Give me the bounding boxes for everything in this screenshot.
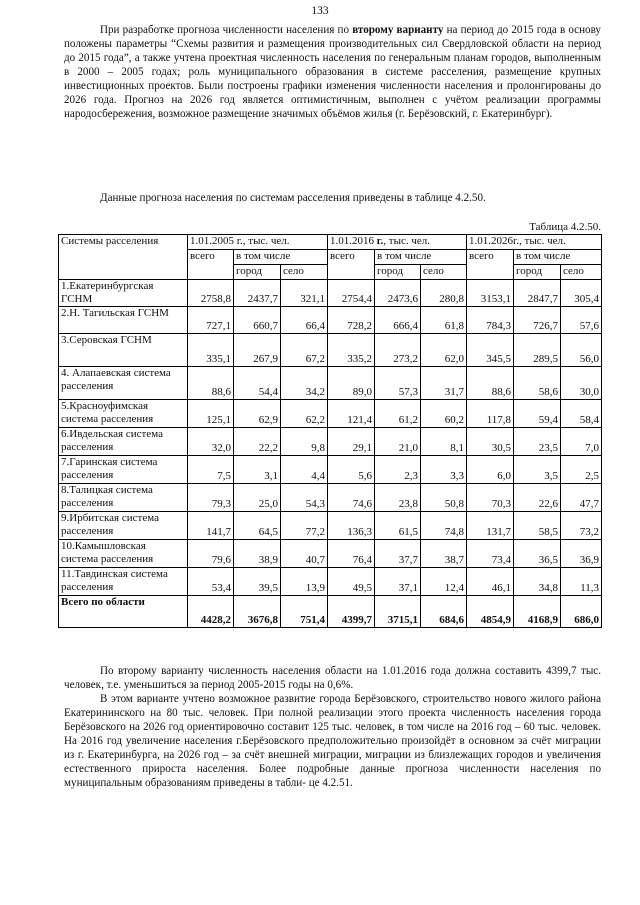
row-value: 37,1 (375, 568, 421, 596)
row-value: 267,9 (234, 334, 281, 367)
row-value: 666,4 (375, 307, 421, 334)
row-value: 12,4 (421, 568, 467, 596)
row-value: 2847,7 (514, 280, 561, 307)
row-value: 335,1 (188, 334, 234, 367)
row-value: 30,0 (561, 367, 602, 400)
row-value: 4428,2 (188, 596, 234, 628)
row-value: 289,5 (514, 334, 561, 367)
row-value: 30,5 (467, 428, 514, 456)
header-total-2005: всего (188, 250, 234, 280)
table-row (59, 540, 602, 568)
row-value: 56,0 (561, 334, 602, 367)
table-row (59, 456, 602, 484)
row-value: 77,2 (281, 512, 328, 540)
intro-paragraph (64, 23, 601, 121)
row-value: 58,5 (514, 512, 561, 540)
table-row (59, 400, 602, 428)
row-value: 40,7 (281, 540, 328, 568)
header-period-2026-unit: г., тыс. чел. (513, 235, 566, 247)
row-value: 8,1 (421, 428, 467, 456)
row-value: 660,7 (234, 307, 281, 334)
intro-table-reference (64, 191, 601, 205)
row-value: 62,0 (421, 334, 467, 367)
row-value: 2437,7 (234, 280, 281, 307)
row-value: 61,2 (375, 400, 421, 428)
row-system-name: 2.Н. Тагильская ГСНМ (59, 307, 188, 334)
header-period-2026 (467, 235, 602, 250)
row-value: 23,8 (375, 484, 421, 512)
row-value: 727,1 (188, 307, 234, 334)
table-row (59, 334, 602, 367)
row-value: 280,8 (421, 280, 467, 307)
header-city-2005: город (234, 265, 281, 280)
row-value: 21,0 (375, 428, 421, 456)
row-value: 784,3 (467, 307, 514, 334)
table-row (59, 367, 602, 400)
row-value: 23,5 (514, 428, 561, 456)
row-value: 67,2 (281, 334, 328, 367)
header-incl-2026: в том числе (514, 250, 602, 265)
row-value: 345,5 (467, 334, 514, 367)
header-village-2026: село (561, 265, 602, 280)
table-row (59, 484, 602, 512)
row-value: 7,0 (561, 428, 602, 456)
row-value: 2473,6 (375, 280, 421, 307)
row-value: 9,8 (281, 428, 328, 456)
row-value: 684,6 (421, 596, 467, 628)
row-value: 131,7 (467, 512, 514, 540)
header-total-2026: всего (467, 250, 514, 280)
row-value: 36,9 (561, 540, 602, 568)
row-value: 6,0 (467, 456, 514, 484)
row-value: 4854,9 (467, 596, 514, 628)
conclusion-paragraph-1 (64, 664, 601, 692)
row-value: 335,2 (328, 334, 375, 367)
row-value: 88,6 (188, 367, 234, 400)
row-value: 58,4 (561, 400, 602, 428)
row-value: 50,8 (421, 484, 467, 512)
row-value: 29,1 (328, 428, 375, 456)
header-period-2005-date: 1.01.2005 г. (190, 235, 243, 247)
row-system-name: 7.Гаринская система расселения (59, 456, 188, 484)
intro-text-start: При разработке прогноза численности населения по (100, 24, 353, 36)
row-value: 321,1 (281, 280, 328, 307)
row-value: 121,4 (328, 400, 375, 428)
page-number: 133 (311, 5, 329, 17)
conclusion-text-2: В этом варианте учтено возможное развитие города Берёзовского, строительство нового жилого района Екатерининского на 80 тыс. человек. При полной реализации этого проекта численность населения города Берёзовского на 2026 год ориентировочно составит 125 тыс. человек, в том числе на 2016 год – 60 тыс. человек. На 2016 год увеличение населения г.Берёзовского предположительно произойдёт в основном за счёт миграции из г. Екатеринбурга, на 2026 год – за счёт внешней миграции, миграции из близлежащих городов и увеличения естественного прироста населения. Более подробные данные прогноза численности населения по муниципальным образованиям приведены в табли- це 4.2.51. (64, 693, 601, 790)
row-value: 141,7 (188, 512, 234, 540)
row-system-name: 6.Ивдельская система расселения (59, 428, 188, 456)
row-value: 3,3 (421, 456, 467, 484)
table-caption: Таблица 4.2.50. (529, 221, 601, 233)
row-value: 74,6 (328, 484, 375, 512)
row-value: 58,6 (514, 367, 561, 400)
row-value: 60,2 (421, 400, 467, 428)
row-value: 61,8 (421, 307, 467, 334)
row-system-name: 9.Ирбитская система расселения (59, 512, 188, 540)
row-value: 62,9 (234, 400, 281, 428)
row-value: 136,3 (328, 512, 375, 540)
row-value: 59,4 (514, 400, 561, 428)
row-value: 3715,1 (375, 596, 421, 628)
header-village-2005: село (281, 265, 328, 280)
row-system-name: 8.Талицкая система расселения (59, 484, 188, 512)
header-period-2005-unit: , тыс. чел. (242, 235, 290, 247)
row-value: 34,8 (514, 568, 561, 596)
row-value: 39,5 (234, 568, 281, 596)
row-value: 2754,4 (328, 280, 375, 307)
header-village-2016: село (421, 265, 467, 280)
row-value: 3153,1 (467, 280, 514, 307)
row-value: 2,3 (375, 456, 421, 484)
row-value: 79,3 (188, 484, 234, 512)
header-period-2016 (328, 235, 467, 250)
table-row (59, 307, 602, 334)
table-row (59, 568, 602, 596)
row-value: 38,9 (234, 540, 281, 568)
row-value: 2758,8 (188, 280, 234, 307)
row-value: 76,4 (328, 540, 375, 568)
row-value: 4168,9 (514, 596, 561, 628)
row-value: 4399,7 (328, 596, 375, 628)
header-systems: Системы расселения (59, 235, 188, 280)
row-value: 36,5 (514, 540, 561, 568)
row-value: 38,7 (421, 540, 467, 568)
row-value: 3676,8 (234, 596, 281, 628)
header-period-2005 (188, 235, 328, 250)
table-row (59, 512, 602, 540)
row-value: 305,4 (561, 280, 602, 307)
row-value: 66,4 (281, 307, 328, 334)
header-period-2016-date: 1.01.2016 (330, 235, 377, 247)
row-system-name: 11.Тавдинская система расселения (59, 568, 188, 596)
row-value: 4,4 (281, 456, 328, 484)
row-value: 62,2 (281, 400, 328, 428)
row-value: 5,6 (328, 456, 375, 484)
row-value: 751,4 (281, 596, 328, 628)
row-value: 31,7 (421, 367, 467, 400)
row-value: 61,5 (375, 512, 421, 540)
header-period-2016-g: г. (376, 235, 384, 247)
row-system-name: 4. Алапаевская система расселения (59, 367, 188, 400)
header-city-2016: город (375, 265, 421, 280)
row-value: 89,0 (328, 367, 375, 400)
row-value: 3,5 (514, 456, 561, 484)
row-value: 13,9 (281, 568, 328, 596)
row-system-name: 1.Екатеринбургская ГСНМ (59, 280, 188, 307)
population-forecast-table (58, 234, 602, 628)
row-value: 57,3 (375, 367, 421, 400)
row-value: 57,6 (561, 307, 602, 334)
row-value: 73,4 (467, 540, 514, 568)
table-row (59, 428, 602, 456)
row-value: 53,4 (188, 568, 234, 596)
row-system-name: Всего по области (59, 596, 188, 628)
row-value: 686,0 (561, 596, 602, 628)
table-row (59, 280, 602, 307)
conclusion-paragraph-2 (64, 692, 601, 790)
row-value: 34,2 (281, 367, 328, 400)
row-value: 79,6 (188, 540, 234, 568)
header-period-2016-unit: , тыс. чел. (383, 235, 431, 247)
row-value: 22,6 (514, 484, 561, 512)
row-value: 25,0 (234, 484, 281, 512)
table-total-row (59, 596, 602, 628)
row-value: 7,5 (188, 456, 234, 484)
header-city-2026: город (514, 265, 561, 280)
row-value: 46,1 (467, 568, 514, 596)
row-value: 73,2 (561, 512, 602, 540)
row-value: 49,5 (328, 568, 375, 596)
row-value: 54,4 (234, 367, 281, 400)
row-value: 74,8 (421, 512, 467, 540)
row-value: 3,1 (234, 456, 281, 484)
row-value: 117,8 (467, 400, 514, 428)
row-value: 2,5 (561, 456, 602, 484)
header-period-2026-date: 1.01.2026 (469, 235, 514, 247)
row-system-name: 5.Красноуфимская система расселения (59, 400, 188, 428)
row-value: 125,1 (188, 400, 234, 428)
header-incl-2005: в том числе (234, 250, 328, 265)
header-total-2016: всего (328, 250, 375, 280)
intro-text-end: на период до 2015 года в основу положены параметры “Схемы развития и размещения производительных сил Свердловской области на период до 2015 года”, а также учтена проектная численность населения по генеральным планам городов, выполненным в 2000 – 2005 годах; роль муниципального образования в системе расселения, размещение крупных инвестиционных проектов. Были построены графики изменения численности населения и пролонгированы до 2026 года. Прогноз на 2026 год является оптимистичным, выполнен с учётом реализации программы народосбережения, возможное размещение значимых объёмов жилья (г. Берёзовский, г. Екатеринбург). (64, 24, 601, 121)
header-incl-2016: в том числе (375, 250, 467, 265)
intro-bold-text: второму варианту (352, 24, 444, 36)
row-value: 88,6 (467, 367, 514, 400)
row-value: 11,3 (561, 568, 602, 596)
conclusion-text-1: По второму варианту численность населения области на 1.01.2016 года должна составить 4399,7 тыс. человек, т.е. уменьшиться за период 2005-2015 годы на 0,6%. (64, 665, 601, 692)
row-system-name: 10.Камышловская система расселения (59, 540, 188, 568)
row-value: 32,0 (188, 428, 234, 456)
row-value: 22,2 (234, 428, 281, 456)
row-value: 64,5 (234, 512, 281, 540)
row-value: 70,3 (467, 484, 514, 512)
row-value: 726,7 (514, 307, 561, 334)
row-value: 273,2 (375, 334, 421, 367)
row-system-name: 3.Серовская ГСНМ (59, 334, 188, 367)
table-reference-text: Данные прогноза населения по системам расселения приведены в таблице 4.2.50. (100, 192, 486, 204)
row-value: 37,7 (375, 540, 421, 568)
row-value: 728,2 (328, 307, 375, 334)
row-value: 54,3 (281, 484, 328, 512)
row-value: 47,7 (561, 484, 602, 512)
